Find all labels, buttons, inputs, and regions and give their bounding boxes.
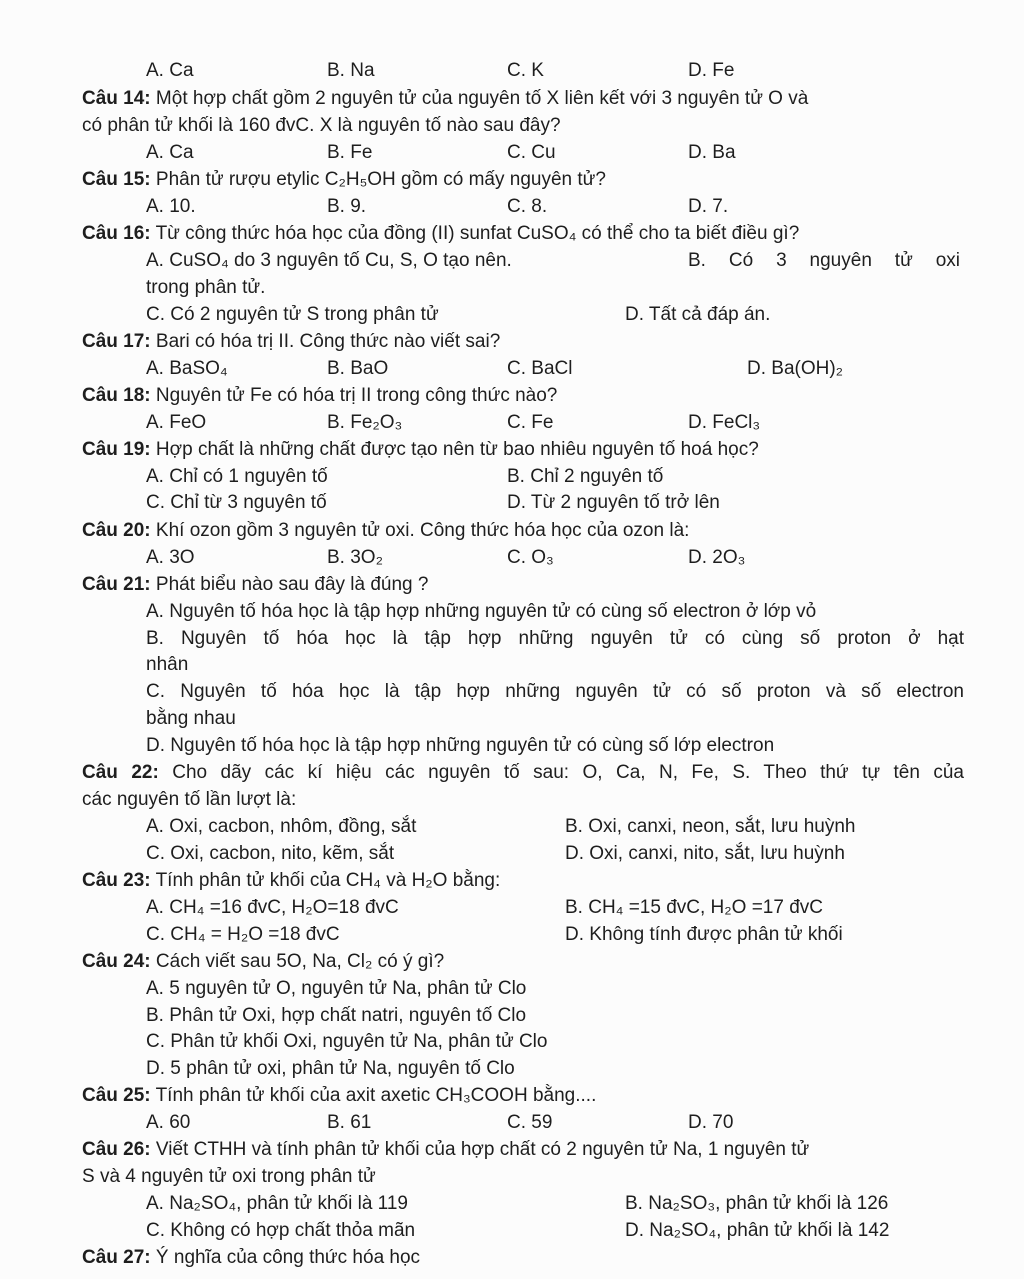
question-number: Câu 20:	[82, 520, 151, 541]
question-text: Từ công thức hóa học của đồng (II) sunfat CuSO₄ có thể cho ta biết điều gì?	[150, 223, 800, 244]
option-b: B. Có 3 nguyên tử oxi	[688, 250, 960, 271]
option-d: D. 70	[688, 1112, 734, 1133]
option-b: B. Oxi, canxi, neon, sắt, lưu huỳnh	[565, 816, 856, 837]
option-a: A. Na₂SO₄, phân tử khối là 119	[146, 1193, 408, 1214]
question-number: Câu 26:	[82, 1139, 151, 1160]
question-number: Câu 18:	[82, 385, 151, 406]
option-a: A. 10.	[146, 196, 196, 217]
question-20	[82, 518, 964, 544]
option-a: A. 3O	[146, 547, 195, 568]
option-c: C. BaCl	[507, 358, 573, 379]
question-16	[82, 221, 964, 247]
question-number: Câu 21:	[82, 574, 151, 595]
option-a: A. CuSO₄ do 3 nguyên tố Cu, S, O tạo nên.	[146, 250, 512, 271]
question-number: Câu 15:	[82, 169, 151, 190]
option-b: B. Nguyên tố hóa học là tập hợp những nguyên tử có cùng số proton ở hạt	[146, 628, 964, 649]
option-c: C. CH₄ = H₂O =18 đvC	[146, 924, 340, 945]
option-a: A. 5 nguyên tử O, nguyên tử Na, phân tử Clo	[146, 978, 527, 999]
question-number: Câu 25:	[82, 1085, 151, 1106]
option-b: B. 3O₂	[327, 547, 383, 568]
option-a: A. Nguyên tố hóa học là tập hợp những nguyên tử có cùng số electron ở lớp vỏ	[146, 601, 817, 622]
option-d: D. Na₂SO₄, phân tử khối là 142	[625, 1220, 890, 1241]
question-22	[82, 760, 964, 786]
question-text: Bari có hóa trị II. Công thức nào viết sai?	[150, 331, 501, 352]
option-a: A. Ca	[146, 60, 194, 81]
option-b-cont: nhân	[146, 654, 189, 675]
option-a: A. 60	[146, 1112, 191, 1133]
question-number: Câu 16:	[82, 223, 151, 244]
question-26	[82, 1137, 964, 1163]
question-text: Một hợp chất gồm 2 nguyên tử của nguyên tố X liên kết với 3 nguyên tử O và	[150, 88, 809, 109]
option-d: D. Ba	[688, 142, 736, 163]
question-14	[82, 86, 964, 112]
option-d: D. 7.	[688, 196, 729, 217]
question-text-cont: các nguyên tố lần lượt là:	[82, 789, 297, 810]
option-c: C. Phân tử khối Oxi, nguyên tử Na, phân tử Clo	[146, 1031, 548, 1052]
question-text: Cách viết sau 5O, Na, Cl₂ có ý gì?	[150, 951, 445, 972]
option-c: C. 59	[507, 1112, 553, 1133]
question-text: Nguyên tử Fe có hóa trị II trong công thức nào?	[150, 385, 558, 406]
option-c: C. Fe	[507, 412, 554, 433]
option-b: B. Na	[327, 60, 375, 81]
question-text: Ý nghĩa của công thức hóa học	[150, 1247, 421, 1268]
option-c: C. O₃	[507, 547, 554, 568]
question-23	[82, 868, 964, 894]
question-25	[82, 1083, 964, 1109]
question-number: Câu 14:	[82, 88, 151, 109]
question-21	[82, 572, 964, 598]
option-b: B. Chỉ 2 nguyên tố	[507, 466, 664, 487]
option-b: B. 9.	[327, 196, 367, 217]
option-d: D. Fe	[688, 60, 735, 81]
option-a: A. CH₄ =16 đvC, H₂O=18 đvC	[146, 897, 399, 918]
option-a: A. Chỉ có 1 nguyên tố	[146, 466, 328, 487]
option-d: D. 2O₃	[688, 547, 746, 568]
option-a: A. BaSO₄	[146, 358, 228, 379]
question-text: Tính phân tử khối của axit axetic CH₃COOH bằng....	[150, 1085, 597, 1106]
question-19	[82, 437, 964, 463]
question-text: Khí ozon gồm 3 nguyên tử oxi. Công thức hóa học của ozon là:	[150, 520, 690, 541]
option-c-cont: bằng nhau	[146, 708, 236, 729]
question-text-cont: có phân tử khối là 160 đvC. X là nguyên tố nào sau đây?	[82, 115, 561, 136]
question-number: Câu 27:	[82, 1247, 151, 1268]
option-a: A. Ca	[146, 142, 194, 163]
question-text: Hợp chất là những chất được tạo nên từ bao nhiêu nguyên tố hoá học?	[150, 439, 759, 460]
option-a: A. Oxi, cacbon, nhôm, đồng, sắt	[146, 816, 417, 837]
option-b: B. Phân tử Oxi, hợp chất natri, nguyên tố Clo	[146, 1005, 527, 1026]
option-c: C. Nguyên tố hóa học là tập hợp những nguyên tử có số proton và số electron	[146, 681, 964, 702]
question-17	[82, 329, 964, 355]
option-b-cont: trong phân tử.	[146, 277, 266, 298]
option-a: A. FeO	[146, 412, 207, 433]
question-text: Cho dãy các kí hiệu các nguyên tố sau: O, Ca, N, Fe, S. Theo thứ tự tên của	[158, 762, 964, 783]
question-27	[82, 1245, 964, 1271]
option-c: C. 8.	[507, 196, 548, 217]
question-number: Câu 19:	[82, 439, 151, 460]
question-text: Phát biểu nào sau đây là đúng ?	[150, 574, 429, 595]
question-text: Tính phân tử khối của CH₄ và H₂O bằng:	[150, 870, 501, 891]
question-24	[82, 949, 964, 975]
option-c: C. Không có hợp chất thỏa mãn	[146, 1220, 416, 1241]
option-b: B. CH₄ =15 đvC, H₂O =17 đvC	[565, 897, 824, 918]
option-c: C. K	[507, 60, 544, 81]
option-d: D. Oxi, canxi, nito, sắt, lưu huỳnh	[565, 843, 845, 864]
option-b: B. Fe₂O₃	[327, 412, 403, 433]
question-text: Phân tử rượu etylic C₂H₅OH gồm có mấy nguyên tử?	[150, 169, 606, 190]
option-d: D. Ba(OH)₂	[747, 358, 844, 379]
question-text: Viết CTHH và tính phân tử khối của hợp chất có 2 nguyên tử Na, 1 nguyên tử	[150, 1139, 810, 1160]
option-d: D. 5 phân tử oxi, phân tử Na, nguyên tố Clo	[146, 1058, 515, 1079]
option-c: C. Chỉ từ 3 nguyên tố	[146, 492, 327, 513]
question-text-cont: S và 4 nguyên tử oxi trong phân tử	[82, 1166, 376, 1187]
option-d: D. Nguyên tố hóa học là tập hợp những nguyên tử có cùng số lớp electron	[146, 735, 775, 756]
option-b: B. BaO	[327, 358, 389, 379]
option-b: B. Na₂SO₃, phân tử khối là 126	[625, 1193, 889, 1214]
option-d: D. Từ 2 nguyên tố trở lên	[507, 492, 720, 513]
option-d: D. FeCl₃	[688, 412, 761, 433]
question-number: Câu 23:	[82, 870, 151, 891]
option-d: D. Tất cả đáp án.	[625, 304, 771, 325]
option-c: C. Cu	[507, 142, 556, 163]
option-b: B. 61	[327, 1112, 372, 1133]
question-18	[82, 383, 964, 409]
question-number: Câu 22:	[82, 762, 159, 783]
option-d: D. Không tính được phân tử khối	[565, 924, 843, 945]
option-b: B. Fe	[327, 142, 373, 163]
question-number: Câu 24:	[82, 951, 151, 972]
question-15	[82, 167, 964, 193]
option-c: C. Oxi, cacbon, nito, kẽm, sắt	[146, 843, 395, 864]
question-number: Câu 17:	[82, 331, 151, 352]
option-c: C. Có 2 nguyên tử S trong phân tử	[146, 304, 439, 325]
